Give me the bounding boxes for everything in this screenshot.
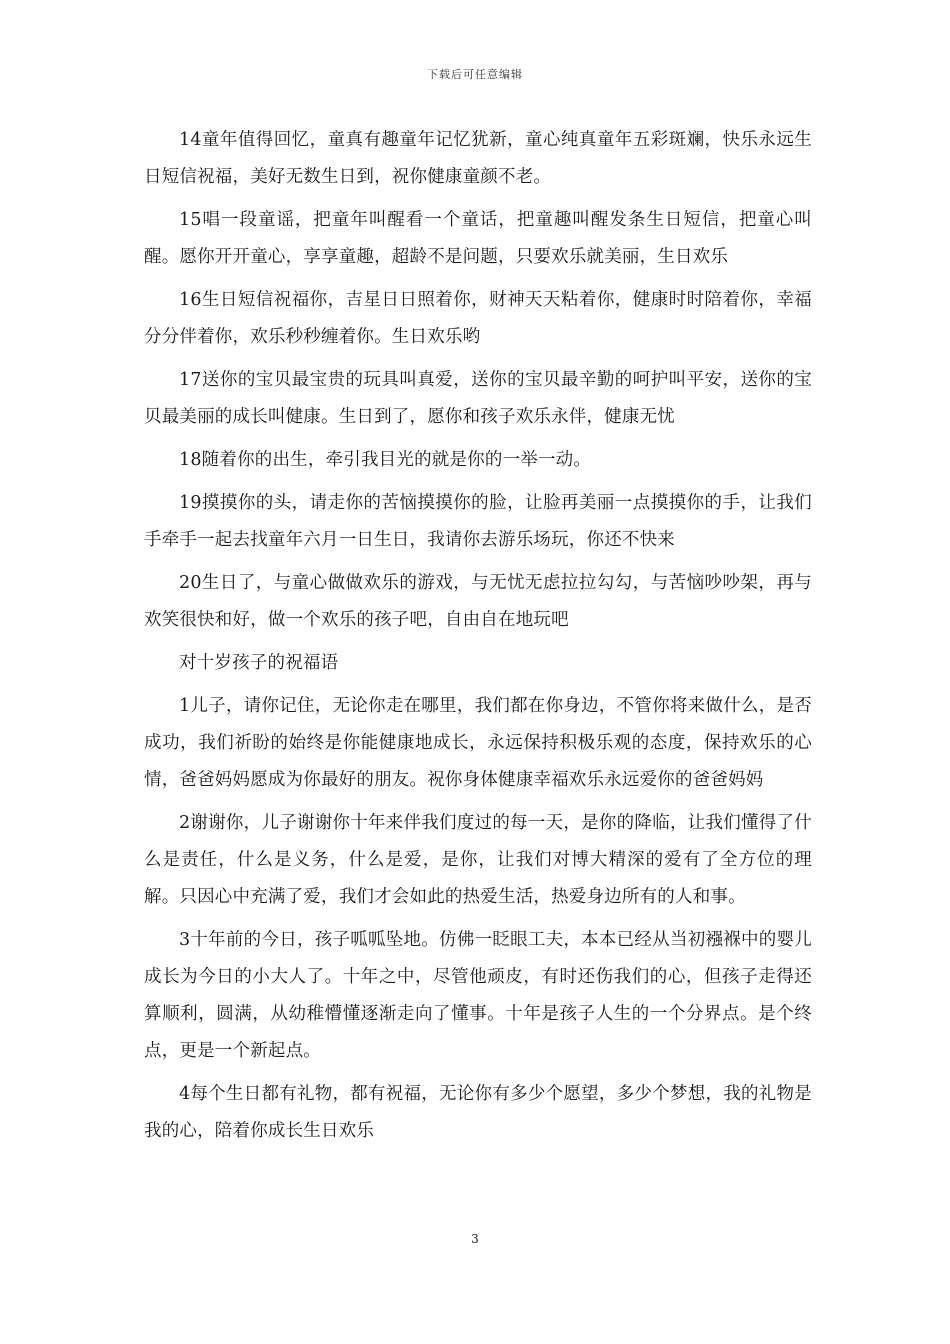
paragraph-16: 16生日短信祝福你，吉星日日照着你，财神天天粘着你，健康时时陪着你，幸福分分伴着你，欢乐秒秒缠着你。生日欢乐哟 xyxy=(144,290,812,347)
paragraph-14: 14童年值得回忆，童真有趣童年记忆犹新，童心纯真童年五彩斑斓，快乐永远生日短信祝福，美好无数生日到，祝你健康童颜不老。 xyxy=(144,130,812,187)
paragraph-18: 18随着你的出生，牵引我目光的就是你的一举一动。 xyxy=(179,450,592,470)
paragraph-3: 3十年前的今日，孩子呱呱坠地。仿佛一眨眼工夫，本本已经从当初襁褓中的婴儿成长为今日的小大人了。十年之中，尽管他顽皮，有时还伤我们的心，但孩子走得还算顺利，圆满，从幼稚懵懂逐渐走向了懂事。十年是孩子人生的一个分界点。是个终点，更是一个新起点。 xyxy=(144,930,812,1061)
page-number: 3 xyxy=(471,1232,479,1246)
paragraph-2: 2谢谢你，儿子谢谢你十年来伴我们度过的每一天，是你的降临，让我们懂得了什么是责任，什么是义务，什么是爱，是你，让我们对博大精深的爱有了全方位的理解。只因心中充满了爱，我们才会如此的热爱生活，热爱身边所有的人和事。 xyxy=(144,813,812,907)
paragraph-4: 4每个生日都有礼物，都有祝福，无论你有多少个愿望，多少个梦想，我的礼物是我的心，陪着你成长生日欢乐 xyxy=(144,1084,812,1141)
paragraph-20: 20生日了，与童心做做欢乐的游戏，与无忧无虑拉拉勾勾，与苦恼吵吵架，再与欢笑很快和好，做一个欢乐的孩子吧，自由自在地玩吧 xyxy=(144,573,812,630)
paragraph-1: 1儿子，请你记住，无论你走在哪里，我们都在你身边，不管你将来做什么，是否成功，我们祈盼的始终是你能健康地成长，永远保持积极乐观的态度，保持欢乐的心情，爸爸妈妈愿成为你最好的朋友。祝你身体健康幸福欢乐永远爱你的爸爸妈妈 xyxy=(144,696,812,790)
page-header: 下载后可任意编辑 xyxy=(427,68,523,81)
document-body xyxy=(144,122,812,1156)
paragraph-17: 17送你的宝贝最宝贵的玩具叫真爱，送你的宝贝最辛勤的呵护叫平安，送你的宝贝最美丽的成长叫健康。生日到了，愿你和孩子欢乐永伴，健康无忧 xyxy=(144,370,812,427)
paragraph-15: 15唱一段童谣，把童年叫醒看一个童话，把童趣叫醒发条生日短信，把童心叫醒。愿你开开童心，享享童趣，超龄不是问题，只要欢乐就美丽，生日欢乐 xyxy=(144,210,812,267)
section-heading: 对十岁孩子的祝福语 xyxy=(179,653,339,673)
paragraph-19: 19摸摸你的头，请走你的苦恼摸摸你的脸，让脸再美丽一点摸摸你的手，让我们手牵手一起去找童年六月一日生日，我请你去游乐场玩，你还不快来 xyxy=(144,493,812,550)
